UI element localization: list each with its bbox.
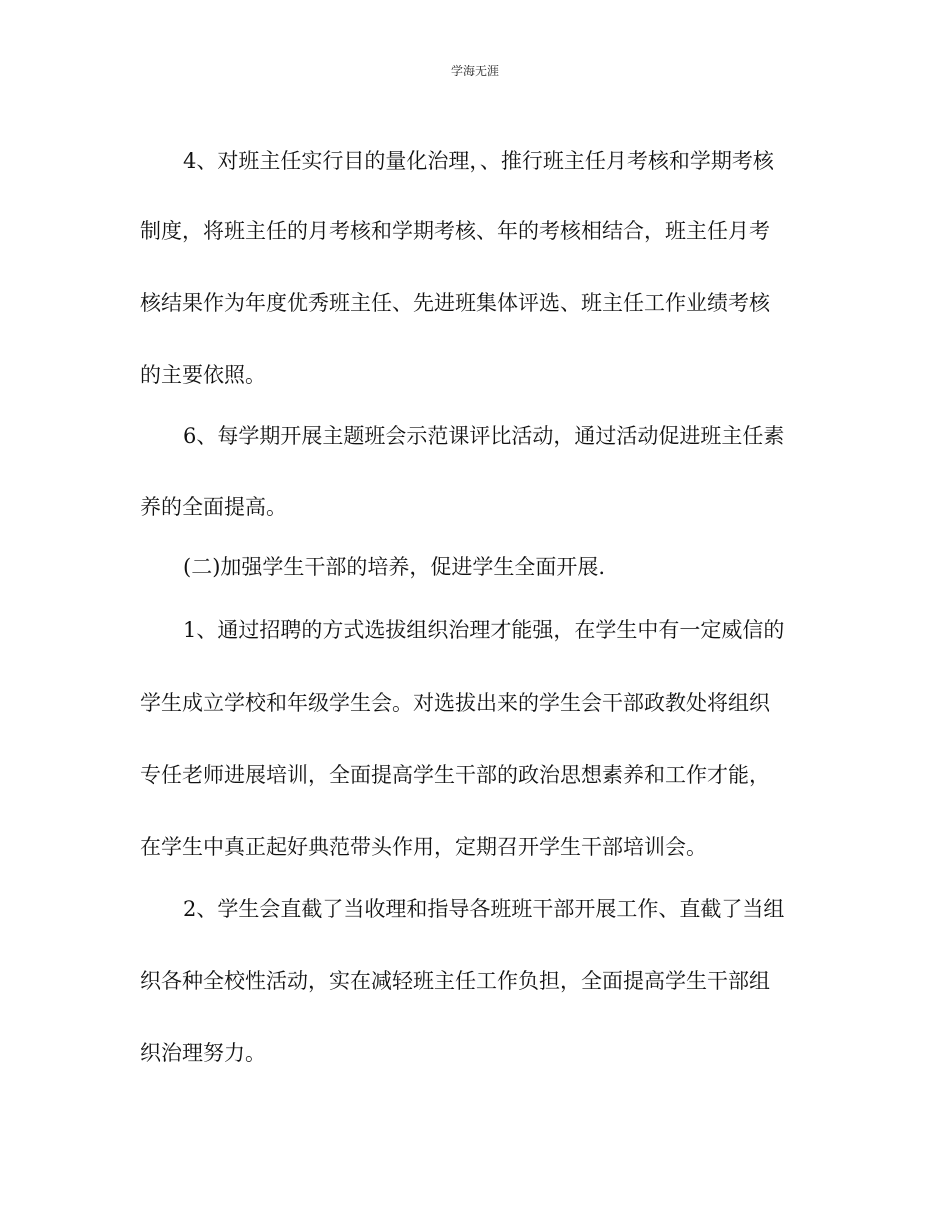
section-heading-2: (二)加强学生干部的培养，促进学生全面开展. bbox=[183, 555, 606, 579]
paragraph-1-line-1: 1、通过招聘的方式选拔组织治理才能强，在学生中有一定威信的 bbox=[183, 618, 785, 642]
paragraph-1-line-4: 在学生中真正起好典范带头作用，定期召开学生干部培训会。 bbox=[140, 835, 707, 859]
paragraph-4-line-1: 4、对班主任实行目的量化治理，、推行班主任月考核和学期考核 bbox=[183, 149, 774, 173]
paragraph-2-line-2: 织各种全校性活动，实在减轻班主任工作负担，全面提高学生干部组 bbox=[140, 969, 770, 993]
paragraph-4-line-2: 制度，将班主任的月考核和学期考核、年的考核相结合，班主任月考 bbox=[140, 219, 770, 243]
page-header: 学海无涯 bbox=[450, 64, 499, 78]
paragraph-6-line-1: 6、每学期开展主题班会示范课评比活动，通过活动促进班主任素 bbox=[183, 424, 785, 448]
paragraph-4-line-4: 的主要依照。 bbox=[140, 363, 266, 387]
paragraph-4-line-3: 核结果作为年度优秀班主任、先进班集体评选、班主任工作业绩考核 bbox=[140, 291, 770, 315]
paragraph-2-line-3: 织治理努力。 bbox=[140, 1041, 266, 1065]
paragraph-6-line-2: 养的全面提高。 bbox=[140, 495, 287, 519]
paragraph-1-line-3: 专任老师进展培训，全面提高学生干部的政治思想素养和工作才能， bbox=[140, 763, 770, 787]
paragraph-1-line-2: 学生成立学校和年级学生会。对选拔出来的学生会干部政教处将组织 bbox=[140, 691, 770, 715]
paragraph-2-line-1: 2、学生会直截了当收理和指导各班班干部开展工作、直截了当组 bbox=[183, 897, 785, 921]
